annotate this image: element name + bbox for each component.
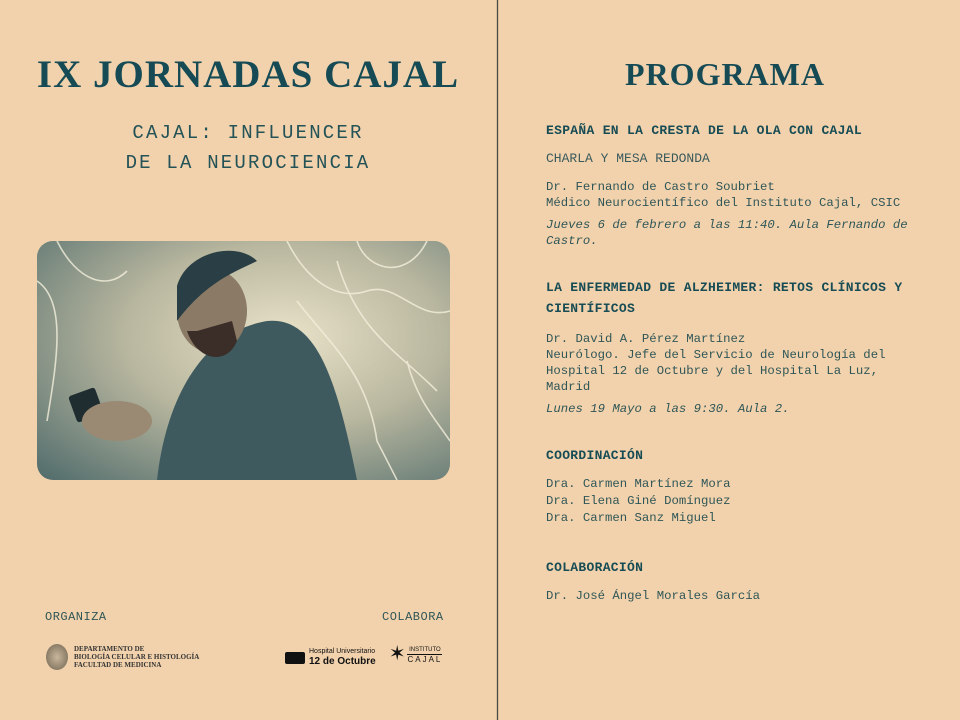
- speaker-role: Neurólogo. Jefe del Servicio de Neurología del Hospital 12 de Octubre y del Hospital La Luz, Madrid: [546, 348, 886, 394]
- collaboration-heading: COLABORACIÓN: [546, 560, 644, 575]
- organiza-label: ORGANIZA: [45, 610, 107, 624]
- poster-illustration: [37, 241, 450, 480]
- coordinator-name: Dra. Elena Giné Domínguez: [546, 494, 731, 508]
- event-type: CHARLA Y MESA REDONDA: [546, 151, 710, 166]
- subtitle-line: CAJAL: INFLUENCER: [132, 122, 364, 144]
- speaker-name: Dr. David A. Pérez Martínez: [546, 332, 746, 346]
- coordinator-name: Dra. Carmen Martínez Mora: [546, 477, 731, 491]
- event-heading: ESPAÑA EN LA CRESTA DE LA OLA CON CAJAL: [546, 123, 862, 138]
- instituto-cajal-logo: [390, 643, 442, 667]
- coordination-section: [546, 445, 926, 527]
- program-title: PROGRAMA: [625, 56, 825, 92]
- hospital-mark-icon: [285, 652, 305, 664]
- event-datetime: Lunes 19 Mayo a las 9:30. Aula 2.: [546, 402, 790, 416]
- speaker-role: Médico Neurocientífico del Instituto Cajal, CSIC: [546, 196, 901, 210]
- colabora-label: COLABORA: [382, 610, 444, 624]
- event-heading: LA ENFERMEDAD DE ALZHEIMER: RETOS CLÍNICOS Y CIENTÍFICOS: [546, 280, 903, 316]
- man-with-phone-illustration: [37, 241, 450, 480]
- instituto-logo-line: INSTITUTO: [409, 647, 441, 653]
- neuron-star-icon: ✶: [390, 641, 405, 668]
- speaker-name: Dr. Fernando de Castro Soubriet: [546, 180, 775, 194]
- organizer-logo-line: DEPARTAMENTO DE: [74, 645, 145, 653]
- organizer-logo-line: FACULTAD DE MEDICINA: [74, 661, 162, 669]
- event-2: [546, 277, 926, 417]
- event-subtitle: [0, 118, 496, 178]
- organizer-logo-line: BIOLOGÍA CELULAR E HISTOLOGÍA: [74, 653, 200, 661]
- subtitle-line: DE LA NEUROCIENCIA: [125, 152, 371, 174]
- university-seal-icon: [46, 644, 68, 670]
- organizer-logo: [46, 644, 199, 670]
- hospital-logo-line: Hospital Universitario: [309, 648, 376, 655]
- event-datetime: Jueves 6 de febrero a las 11:40. Aula Fernando de Castro.: [546, 218, 908, 248]
- instituto-logo-line: CAJAL: [407, 655, 443, 664]
- coordinator-name: Dra. Carmen Sanz Miguel: [546, 511, 716, 525]
- event-1: [546, 120, 926, 249]
- collaborator-name: Dr. José Ángel Morales García: [546, 589, 761, 603]
- collaboration-section: [546, 557, 926, 604]
- program-content: [546, 120, 926, 604]
- hospital-logo-line: 12 de Octubre: [309, 656, 376, 667]
- event-title: IX JORNADAS CAJAL: [36, 53, 460, 96]
- coordination-heading: COORDINACIÓN: [546, 448, 644, 463]
- page-fold-divider: [496, 0, 499, 720]
- hospital-logo: [285, 648, 376, 667]
